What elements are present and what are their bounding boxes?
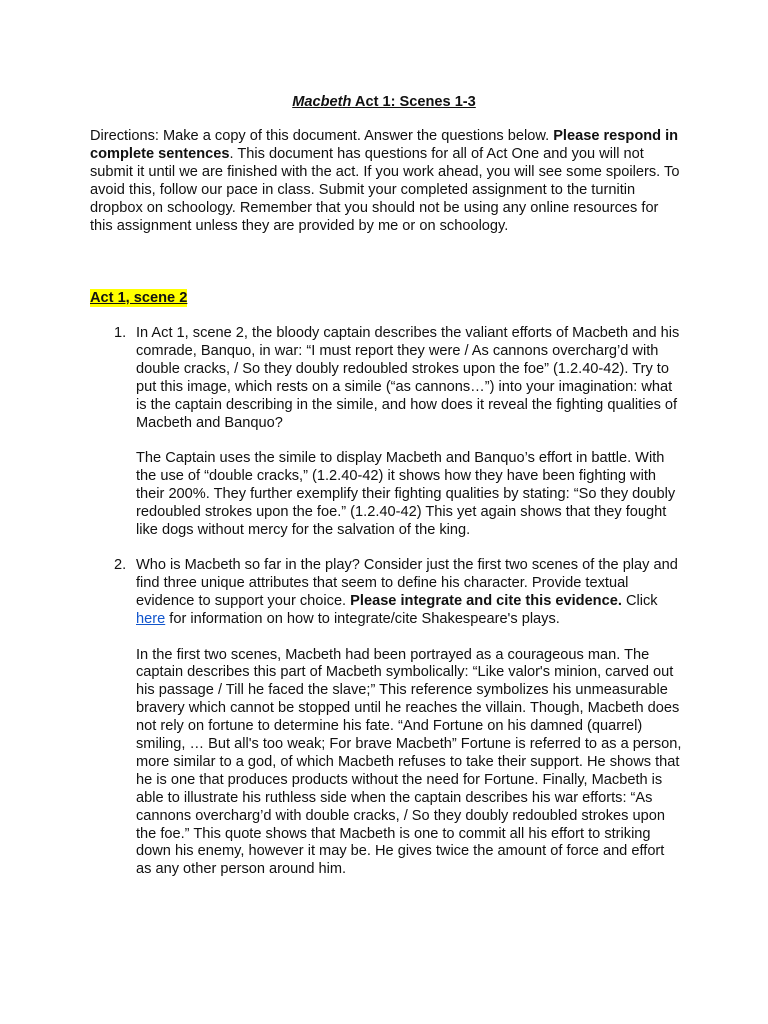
title-italic: Macbeth — [292, 94, 352, 110]
question-body — [136, 325, 682, 540]
directions-paragraph — [90, 128, 680, 235]
question-prompt: In Act 1, scene 2, the bloody captain describes the valiant efforts of Macbeth and his comrade, Banquo, in war: “I must report they were / As cannons overcharg’d with double cracks, / So they doubly redoubled strokes upon the foe” (1.2.40-42). Try to put this image, which rests on a simile (“as cannons…”) into your imagination: what is the captain describing in the simile, and how does it reveal the fighting qualities of Macbeth and Banquo? — [136, 325, 680, 431]
directions-intro: Directions: Make a copy of this document. Answer the questions below. — [90, 128, 554, 144]
question-number: 2. — [114, 557, 127, 573]
question-2 — [114, 557, 682, 879]
section-heading: Act 1, scene 2 — [90, 290, 188, 306]
question-answer: The Captain uses the simile to display Macbeth and Banquo’s effort in battle. With the use of “double cracks,” (1.2.40-42) it shows how they have been fighting with their 200%. They further exemplify their fighting qualities by stating: “So they doubly redoubled strokes upon the foe.” (1.2.40-42) This yet again shows that they fought like dogs without mercy for the salvation of the king. — [136, 450, 676, 538]
question-answer: In the first two scenes, Macbeth had been portrayed as a courageous man. The captain describes this part of Macbeth symbolically: “Like valor's minion, carved out his passage / Till he faced the slave;” This reference symbolizes his unmeasurable bravery which cannot be stopped until he reaches the villain. Though, Macbeth does not rely on fortune to determine his fate. “And Fortune on his damned (quarrel) smiling, … But all's too weak; For brave Macbeth” Fortune is referred to as a person, more similar to a god, of which Macbeth refuses to take their support. He shows that he is one that produces products without the need for Fortune. Finally, Macbeth is able to illustrate his ruthless side when the captain describes his war efforts: “As cannons overcharg’d with double cracks, / So they doubly redoubled strokes upon the foe.” This quote shows that Macbeth is one to commit all his effort to striking down his enemy, however it may be. He gives twice the amount of force and effort as any other person around him. — [136, 646, 682, 878]
prompt-emphasis: Please integrate and cite this evidence. — [350, 592, 622, 609]
directions-rest: . This document has questions for all of Act One and you will not submit it until we are finished with the act. If you work ahead, you will see some spoilers. To avoid this, follow our pace in class. Submit your completed assignment to the turnitin dropbox on schoology. Remember that you should not be using any online resources for this assignment unless they are provided by me or on schoology. — [90, 145, 680, 234]
question-number: 1. — [114, 325, 127, 341]
directions-emphasis: Please respond in complete sentences — [90, 128, 679, 162]
question-1 — [114, 325, 682, 540]
title-rest: Act 1: Scenes 1-3 — [351, 94, 476, 110]
question-body — [136, 557, 682, 879]
prompt-click-text: Click — [621, 592, 658, 609]
prompt-end: for information on how to integrate/cite Shakespeare's plays. — [165, 610, 560, 627]
document-title — [0, 93, 768, 111]
here-link[interactable]: here — [136, 610, 166, 627]
question-prompt — [136, 557, 682, 629]
prompt-start: Who is Macbeth so far in the play? Consider just the first two scenes of the play and find three unique attributes that seem to define his character. Provide textual evidence to support your choice. — [136, 557, 678, 609]
